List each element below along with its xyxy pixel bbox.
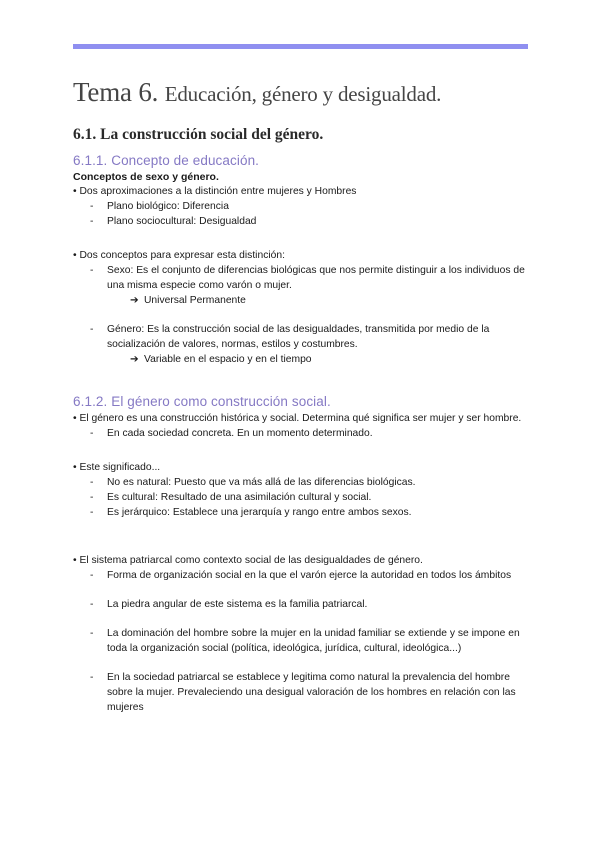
title-text: Educación, género y desigualdad. <box>164 82 442 106</box>
bullet-item: • El sistema patriarcal como contexto social de las desigualdades de género. <box>73 555 423 566</box>
dash-item: - En cada sociedad concreta. En un momento determinado. <box>73 426 533 441</box>
dash-item: - La dominación del hombre sobre la mujer en la unidad familiar se extiende y se impone en toda la organización social (política, ideológica, jurídica, cultural, ideológica...) <box>73 626 533 656</box>
arrow-item <box>73 352 533 367</box>
dash-item: - No es natural: Puesto que va más allá de las diferencias biológicas. <box>73 475 533 490</box>
subsection-heading-2: 6.1.2. El género como construcción social. <box>73 394 331 409</box>
subsection-heading-1: 6.1.1. Concepto de educación. <box>73 153 260 168</box>
arrow-item-text: Universal Permanente <box>144 295 246 306</box>
arrow-item <box>73 293 533 308</box>
dash-item: - Es jerárquico: Establece una jerarquía y rango entre ambos sexos. <box>73 505 533 520</box>
dash-item: - La piedra angular de este sistema es la familia patriarcal. <box>73 597 533 612</box>
top-accent-bar <box>73 44 528 49</box>
dash-item: - Plano sociocultural: Desigualdad <box>73 214 533 229</box>
section-heading: 6.1. La construcción social del género. <box>73 126 324 143</box>
concepts-heading: Conceptos de sexo y género. <box>73 171 219 183</box>
dash-item: - Es cultural: Resultado de una asimilación cultural y social. <box>73 490 533 505</box>
title-number: Tema 6. <box>73 77 159 107</box>
dash-item: - Sexo: Es el conjunto de diferencias biológicas que nos permite distinguir a los individuos de una misma especie como varón o mujer. <box>73 263 533 293</box>
page-title <box>73 76 533 110</box>
dash-item: - Forma de organización social en la que el varón ejerce la autoridad en todos los ámbitos <box>73 568 533 583</box>
document-page <box>73 76 533 715</box>
bullet-item: • Dos conceptos para expresar esta distinción: <box>73 250 285 261</box>
dash-item: - En la sociedad patriarcal se establece y legitima como natural la prevalencia del hombre sobre la mujer. Prevaleciendo una desigual valoración de los hombres en relación con las mujeres <box>73 670 533 715</box>
bullet-item: • Dos aproximaciones a la distinción entre mujeres y Hombres <box>73 186 357 197</box>
arrow-item-text: Variable en el espacio y en el tiempo <box>144 354 312 365</box>
dash-item: - Plano biológico: Diferencia <box>73 199 533 214</box>
arrow-right-icon: ➔ <box>130 354 139 365</box>
bullet-item: • Este significado... <box>73 462 161 473</box>
dash-item: - Género: Es la construcción social de las desigualdades, transmitida por medio de la socialización de valores, normas, estilos y costumbres. <box>73 322 533 352</box>
bullet-item: • El género es una construcción histórica y social. Determina qué significa ser mujer y ser hombre. <box>73 413 522 424</box>
arrow-right-icon: ➔ <box>130 295 139 306</box>
